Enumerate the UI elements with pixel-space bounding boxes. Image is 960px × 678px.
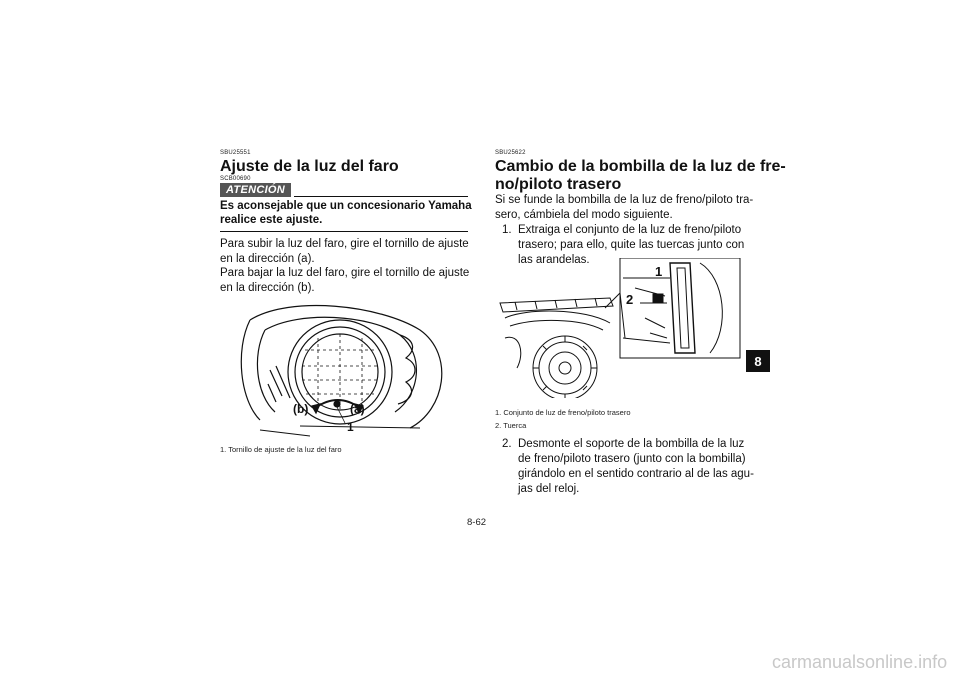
fig-label-1: 1 xyxy=(347,420,354,434)
chapter-tab: 8 xyxy=(746,350,770,372)
figure-caption-2: 2. Tuerca xyxy=(495,421,527,430)
figure-caption-1: 1. Conjunto de luz de freno/piloto trasero xyxy=(495,408,631,417)
caution-rule xyxy=(294,196,468,197)
watermark: carmanualsonline.info xyxy=(772,652,948,672)
step2-number: 2. xyxy=(502,438,512,450)
fig-label-b: (b) xyxy=(293,402,309,416)
step1-line2: trasero; para ello, quite las tuercas junto con xyxy=(518,239,745,251)
step2-line2: de freno/piloto trasero (junto con la bombilla) xyxy=(518,453,746,465)
fig-label-1: 1 xyxy=(655,264,663,279)
page-number: 8-62 xyxy=(467,517,487,528)
step1-line1: Extraiga el conjunto de la luz de freno/piloto xyxy=(518,224,742,236)
section-code: SBU25622 xyxy=(495,150,526,156)
step1-number: 1. xyxy=(502,224,512,236)
fig-label-2: 2 xyxy=(626,292,634,307)
headlight-figure xyxy=(220,300,466,438)
step2-line4: jas del reloj. xyxy=(518,483,580,495)
paragraph-raise-line1: Para subir la luz del faro, gire el tornillo de ajuste xyxy=(220,238,469,250)
caution-header xyxy=(220,183,468,197)
step2-line1: Desmonte el soporte de la bombilla de la luz xyxy=(518,438,745,450)
figure-caption: 1. Tornillo de ajuste de la luz del faro xyxy=(220,445,342,454)
paragraph-raise-line2: en la dirección (a). xyxy=(220,253,315,265)
paragraph-lower-line1: Para bajar la luz del faro, gire el tornillo de ajuste xyxy=(220,267,470,279)
section-title-line1: Cambio de la bombilla de la luz de fre- xyxy=(495,158,786,175)
intro-line1: Si se funde la bombilla de la luz de freno/piloto tra- xyxy=(495,194,754,206)
caution-code: SCB00690 xyxy=(220,176,251,182)
atv-illustration xyxy=(495,258,743,398)
section-code: SBU25551 xyxy=(220,150,251,156)
caution-label: ATENCIÓN xyxy=(220,183,291,197)
caution-bottom-rule xyxy=(220,231,468,232)
step2-line3: girándolo en el sentido contrario al de las agu- xyxy=(518,468,754,480)
section-title: Ajuste de la luz del faro xyxy=(220,158,399,175)
intro-line2: sero, cámbiela del modo siguiente. xyxy=(495,209,673,221)
caution-text-line2: realice este ajuste. xyxy=(220,214,323,226)
paragraph-lower-line2: en la dirección (b). xyxy=(220,282,315,294)
headlight-illustration xyxy=(220,300,466,438)
caution-text-line1: Es aconsejable que un concesionario Yamaha xyxy=(220,200,472,212)
section-title-line2: no/piloto trasero xyxy=(495,176,622,193)
tail-light-figure xyxy=(495,258,743,398)
step1-line3: las arandelas. xyxy=(518,254,590,266)
fig-label-a: (a) xyxy=(350,402,365,416)
